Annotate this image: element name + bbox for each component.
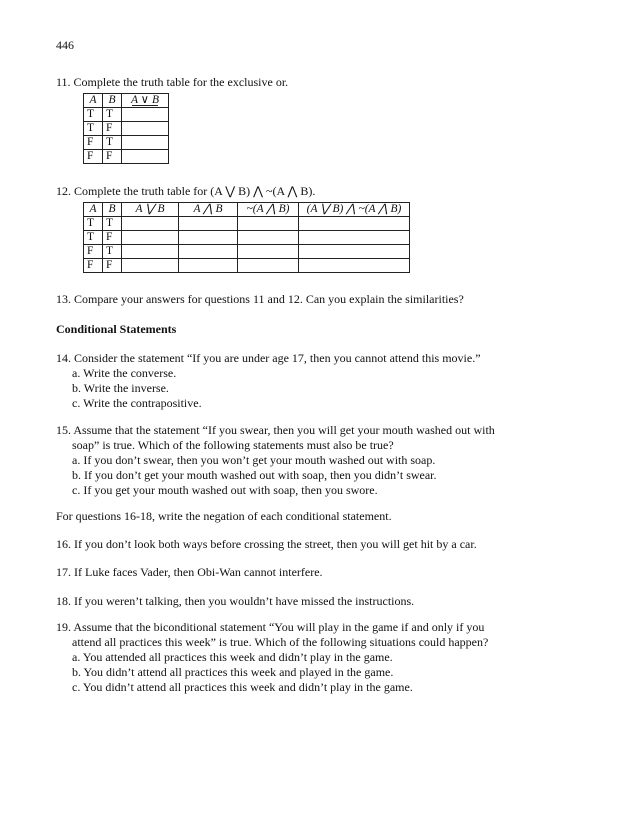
header-a: A — [84, 203, 103, 217]
table-row — [84, 150, 169, 164]
table-row — [84, 259, 410, 273]
answer-cell[interactable] — [122, 245, 179, 259]
cell-a: T — [84, 231, 103, 245]
question-15-part-b: b. If you don’t get your mouth washed out with soap, then you didn’t swear. — [72, 468, 437, 482]
cell-b: T — [103, 217, 122, 231]
answer-cell[interactable] — [122, 231, 179, 245]
table-row — [84, 231, 410, 245]
answer-cell[interactable] — [238, 231, 299, 245]
table-header-row — [84, 94, 169, 108]
question-19-prompt: 19. Assume that the biconditional statement “You will play in the game if and only if you — [56, 620, 485, 634]
cell-a: F — [84, 136, 103, 150]
cell-b: T — [103, 108, 122, 122]
question-15-part-a: a. If you don’t swear, then you won’t get your mouth washed out with soap. — [72, 453, 436, 467]
question-12-prompt: 12. Complete the truth table for (A ⋁ B) ⋀ ~(A ⋀ B). — [56, 184, 316, 198]
question-11-prompt: 11. Complete the truth table for the exclusive or. — [56, 75, 289, 89]
header-a-xor-b — [122, 94, 169, 108]
cell-b: F — [103, 150, 122, 164]
cell-a: F — [84, 150, 103, 164]
answer-cell[interactable] — [238, 217, 299, 231]
question-14-prompt: 14. Consider the statement “If you are under age 17, then you cannot attend this movie.” — [56, 351, 481, 365]
answer-cell[interactable] — [179, 217, 238, 231]
answer-cell[interactable] — [122, 108, 169, 122]
question-14-part-c: c. Write the contrapositive. — [72, 396, 202, 410]
answer-cell[interactable] — [179, 259, 238, 273]
cell-b: T — [103, 136, 122, 150]
answer-cell[interactable] — [122, 259, 179, 273]
truth-table-compound — [83, 202, 410, 273]
section-heading: Conditional Statements — [56, 322, 177, 336]
answer-cell[interactable] — [299, 231, 410, 245]
table-header-row — [84, 203, 410, 217]
question-14-part-a: a. Write the converse. — [72, 366, 177, 380]
answer-cell[interactable] — [122, 217, 179, 231]
cell-a: T — [84, 122, 103, 136]
question-15-prompt-cont: soap” is true. Which of the following statements must also be true? — [72, 438, 394, 452]
question-16: 16. If you don’t look both ways before crossing the street, then you will get hit by a car. — [56, 537, 477, 551]
table-row — [84, 217, 410, 231]
question-18: 18. If you weren’t talking, then you wouldn’t have missed the instructions. — [56, 594, 415, 608]
table-row — [84, 136, 169, 150]
question-17: 17. If Luke faces Vader, then Obi-Wan cannot interfere. — [56, 565, 323, 579]
table-row — [84, 245, 410, 259]
answer-cell[interactable] — [122, 122, 169, 136]
answer-cell[interactable] — [122, 150, 169, 164]
cell-b: F — [103, 122, 122, 136]
question-14-part-b: b. Write the inverse. — [72, 381, 169, 395]
header-not-a-and-b: ~(A ⋀ B) — [238, 203, 299, 217]
header-a: A — [84, 94, 103, 108]
question-19-part-a: a. You attended all practices this week and didn’t play in the game. — [72, 650, 393, 664]
header-compound: (A ⋁ B) ⋀ ~(A ⋀ B) — [299, 203, 410, 217]
header-a-or-b: A ⋁ B — [122, 203, 179, 217]
question-19-part-b: b. You didn’t attend all practices this week and played in the game. — [72, 665, 394, 679]
answer-cell[interactable] — [122, 136, 169, 150]
cell-a: T — [84, 108, 103, 122]
page-number: 446 — [56, 38, 74, 52]
cell-a: F — [84, 259, 103, 273]
question-19-prompt-cont: attend all practices this week” is true. Which of the following situations could happen? — [72, 635, 489, 649]
question-15-prompt: 15. Assume that the statement “If you swear, then you will get your mouth washed out with — [56, 423, 495, 437]
cell-a: F — [84, 245, 103, 259]
header-a-and-b: A ⋀ B — [179, 203, 238, 217]
answer-cell[interactable] — [299, 259, 410, 273]
answer-cell[interactable] — [238, 245, 299, 259]
header-b: B — [103, 203, 122, 217]
xor-symbol-label: A ∨ B — [130, 94, 159, 106]
answer-cell[interactable] — [299, 217, 410, 231]
cell-b: F — [103, 231, 122, 245]
question-19-part-c: c. You didn’t attend all practices this week and didn’t play in the game. — [72, 680, 413, 694]
question-13: 13. Compare your answers for questions 11 and 12. Can you explain the similarities? — [56, 292, 464, 306]
answer-cell[interactable] — [179, 245, 238, 259]
header-b: B — [103, 94, 122, 108]
question-15-part-c: c. If you get your mouth washed out with soap, then you swore. — [72, 483, 378, 497]
truth-table-xor — [83, 93, 169, 164]
table-row — [84, 122, 169, 136]
answer-cell[interactable] — [238, 259, 299, 273]
cell-b: T — [103, 245, 122, 259]
table-row — [84, 108, 169, 122]
cell-a: T — [84, 217, 103, 231]
cell-b: F — [103, 259, 122, 273]
answer-cell[interactable] — [299, 245, 410, 259]
instructions-16-18: For questions 16-18, write the negation of each conditional statement. — [56, 509, 392, 523]
answer-cell[interactable] — [179, 231, 238, 245]
